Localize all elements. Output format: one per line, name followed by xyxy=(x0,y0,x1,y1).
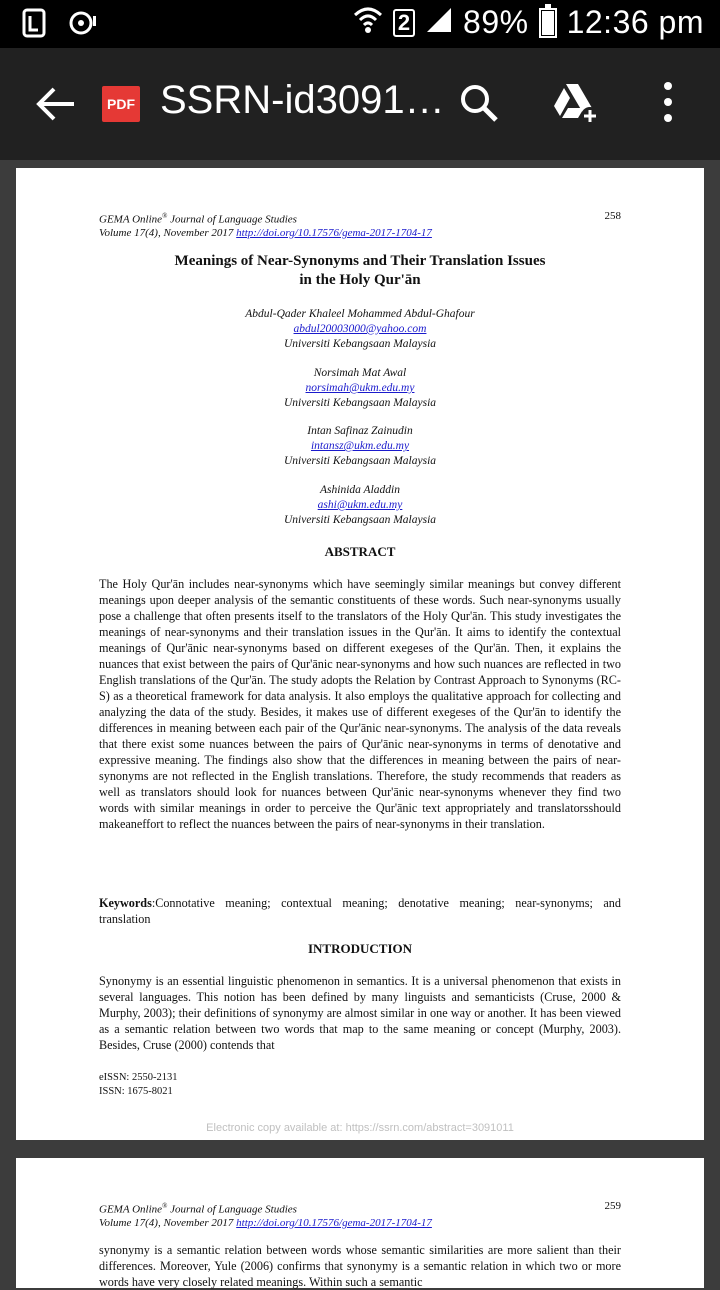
keywords-paragraph xyxy=(99,895,621,927)
journal-volume: Volume 17(4), November 2017 xyxy=(99,1216,234,1229)
document-title: SSRN-id3091… xyxy=(160,78,445,122)
app-toolbar xyxy=(0,48,720,160)
introduction-text: Synonymy is an essential linguistic phenomenon in semantics. It is a universal phenomenon that exists in several languages. This notion has been defined by many linguists and semanticists (Cruse, 2000 & Murphy, 2003); their definitions of synonymy are almost similar in one way or another. It has been viewed as a semantic relation between two words that map to the same meaning or concept (Murphy, 2003). Besides, Cruse (2000) contends that xyxy=(99,974,621,1052)
author-name: Intan Safinaz Zainudin xyxy=(307,425,413,437)
clock: 12:36 pm xyxy=(566,4,704,40)
abstract-text: The Holy Qur'ān includes near-synonyms which have seemingly similar meanings but convey different meanings upon deeper analysis of the semantic constituents of these words. Such near-synonyms usually pose a challenge that often presents itself to the translators of the Holy Qur'ān. This study investigates the meanings of near-synonyms and their translation issues in the Qur'ān. It aims to identify the contextual meanings of Qur'ānic near-synonyms based on different exegeses of the Qur'ān. Then, it explains the nuances that exist between the pairs of Qur'ānic near-synonyms and how such nuances are reflected in two English translations of the Qur'ān. The study adopts the Relation by Contrast Approach to Synonyms (RC-S) as a theoretical framework for data analysis. It also employs the qualitative approach for collecting and analyzing the data of the study. Besides, it makes use of different exegeses of the Qur'ān to identify the differences in meaning between each pair of the Qur'ānic near-synonyms. The analysis of the data reveals that there exist some nuances between the pairs of Qur'ānic near-synonyms in terms of denotative and expressive meaning. The findings also show that the differences in meaning between the pairs of near-synonyms are not reflected in the English translations. Therefore, the study recommends that readers as well as translators should look for nuances between Qur'ānic near-synonyms whenever they find two words with similar meanings in order to perceive the Qur'ānic text appropriately and translatorsshould makeaneffort to reflect the nuances between the pairs of near-synonyms in their translation. xyxy=(99,577,621,831)
title-line-1: Meanings of Near-Synonyms and Their Translation Issues xyxy=(174,253,546,269)
notification-icon xyxy=(22,8,46,43)
journal-subtitle: Journal of Language Studies xyxy=(170,213,297,226)
author-email-link[interactable]: ashi@ukm.edu.my xyxy=(317,499,403,511)
author-name: Abdul-Qader Khaleel Mohammed Abdul-Ghafour xyxy=(245,308,475,320)
add-to-drive-icon[interactable] xyxy=(552,82,600,126)
back-arrow-icon[interactable] xyxy=(34,84,78,124)
registered-mark: ® xyxy=(162,212,168,220)
wifi-icon xyxy=(353,5,383,40)
journal-name: GEMA Online xyxy=(99,1203,163,1216)
author-email-link[interactable]: abdul20003000@yahoo.com xyxy=(293,323,427,335)
paper-title xyxy=(16,252,704,290)
issn: ISSN: 1675-8021 xyxy=(99,1086,173,1097)
page-number: 258 xyxy=(604,210,621,222)
author-block xyxy=(16,366,704,411)
sync-icon xyxy=(68,10,98,41)
author-email-link[interactable]: norsimah@ukm.edu.my xyxy=(305,382,415,394)
author-email-link[interactable]: intansz@ukm.edu.my xyxy=(310,440,410,452)
battery-icon xyxy=(539,8,557,38)
status-bar xyxy=(0,0,720,48)
doi-link[interactable]: http://doi.org/10.17576/gema-2017-1704-17 xyxy=(236,1216,432,1229)
issn-block xyxy=(99,1071,177,1099)
signal-icon xyxy=(425,6,453,39)
eissn: eISSN: 2550-2131 xyxy=(99,1072,178,1083)
doi-link[interactable]: http://doi.org/10.17576/gema-2017-1704-17 xyxy=(236,226,432,239)
keywords-label: Keywords xyxy=(99,896,152,910)
journal-header xyxy=(99,210,432,240)
page-number: 259 xyxy=(604,1200,621,1212)
title-line-2: in the Holy Qur'ān xyxy=(299,272,421,288)
journal-name: GEMA Online xyxy=(99,213,163,226)
author-affiliation: Universiti Kebangsaan Malaysia xyxy=(283,514,437,526)
page-text: synonymy is a semantic relation between words whose semantic similarities are more salient than their differences. Moreover, Yule (2006) confirms that synonymy is a semantic relation in which two or more words have very closely related meanings. Within such a semantic xyxy=(99,1243,621,1289)
more-options-icon[interactable] xyxy=(660,80,676,128)
author-block xyxy=(16,307,704,352)
author-affiliation: Universiti Kebangsaan Malaysia xyxy=(283,455,437,467)
journal-volume: Volume 17(4), November 2017 xyxy=(99,226,234,239)
author-affiliation: Universiti Kebangsaan Malaysia xyxy=(283,397,437,409)
pdf-page-259 xyxy=(16,1158,704,1288)
keywords-text: :Connotative meaning; contextual meaning; denotative meaning; near-synonyms; and translation xyxy=(99,896,621,926)
journal-header xyxy=(99,1200,432,1230)
registered-mark: ® xyxy=(162,1202,168,1210)
pdf-page-258 xyxy=(16,168,704,1140)
abstract-heading: ABSTRACT xyxy=(324,544,396,559)
battery-percent: 89% xyxy=(463,4,529,40)
author-affiliation: Universiti Kebangsaan Malaysia xyxy=(283,338,437,350)
pdf-file-icon: PDF xyxy=(102,86,140,122)
author-name: Norsimah Mat Awal xyxy=(313,367,407,379)
journal-subtitle: Journal of Language Studies xyxy=(170,1203,297,1216)
author-name: Ashinida Aladdin xyxy=(320,484,400,496)
search-icon[interactable] xyxy=(458,82,502,126)
author-block xyxy=(16,424,704,469)
author-block xyxy=(16,483,704,528)
introduction-heading: INTRODUCTION xyxy=(307,941,412,956)
sim-badge: 2 xyxy=(393,9,415,37)
ssrn-watermark: Electronic copy available at: https://ssrn.com/abstract=3091011 xyxy=(206,1122,514,1134)
